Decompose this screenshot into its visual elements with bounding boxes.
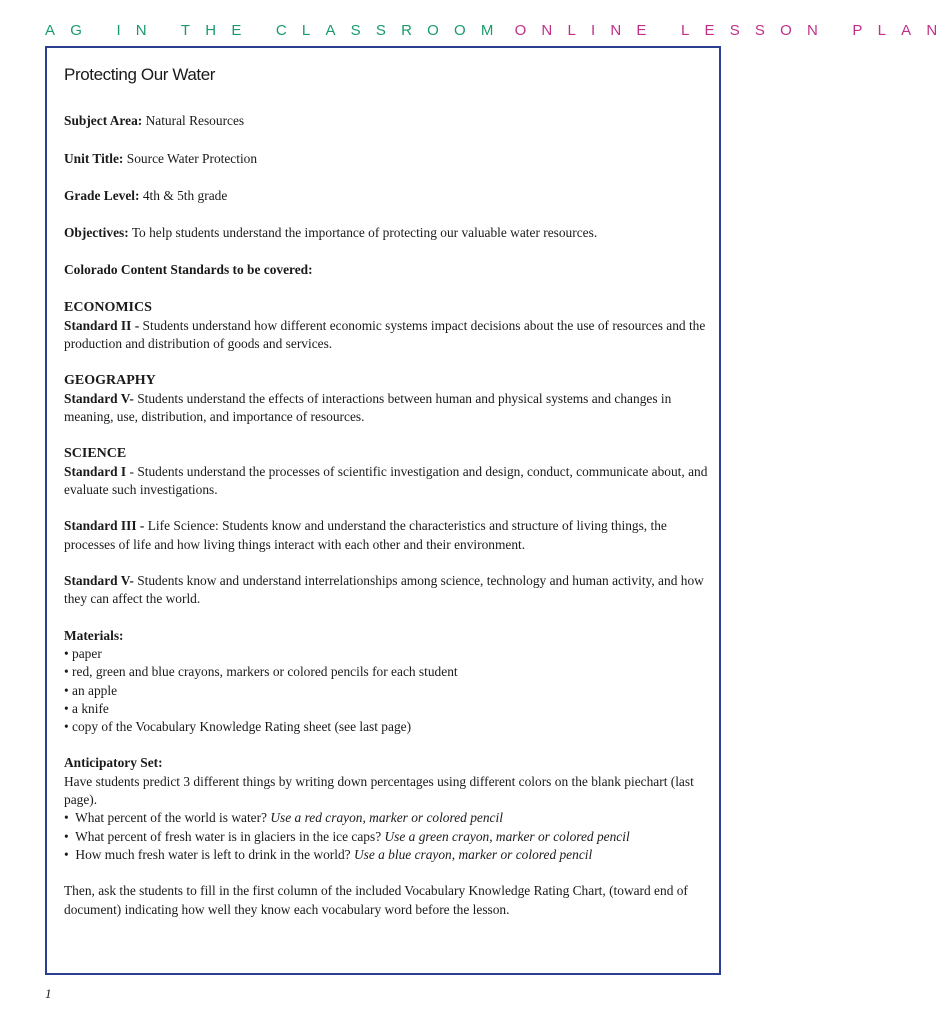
science-standard-5 (64, 572, 709, 609)
economics-section (64, 299, 709, 354)
materials-item: • paper (64, 645, 709, 663)
anticipatory-set-section (64, 754, 709, 918)
prediction-question: How much fresh water is left to drink in the world? (75, 846, 351, 862)
science-section (64, 445, 709, 500)
prediction-hint: Use a red crayon, marker or colored pencil (270, 810, 503, 826)
science-standard-1-text: - Students understand the processes of scientific investigation and design, conduct, communicate about, and evaluate such investigations. (64, 463, 708, 498)
unit-title-value: Source Water Protection (126, 150, 258, 166)
materials-section (64, 627, 709, 737)
standards-heading-text: Colorado Content Standards to be covered: (64, 262, 313, 278)
standards-heading (64, 261, 709, 279)
unit-title-field (64, 150, 709, 168)
science-standard-1-label: Standard I (64, 463, 127, 479)
page-number: 1 (45, 986, 52, 1001)
materials-item: • copy of the Vocabulary Knowledge Rating sheet (see last page) (64, 718, 709, 736)
grade-level-label: Grade Level: (64, 187, 140, 203)
lesson-title: Protecting Our Water (64, 65, 216, 84)
prediction-item (64, 828, 709, 846)
materials-item: • a knife (64, 700, 709, 718)
subject-area-field (64, 112, 709, 130)
anticipatory-closing: Then, ask the students to fill in the first column of the included Vocabulary Knowledge Rating Chart, (toward end of document) indicating how well they know each vocabulary word before the lesson. (64, 883, 688, 917)
prediction-question: What percent of fresh water is in glaciers in the ice caps? (75, 828, 382, 844)
geography-section (64, 372, 709, 427)
economics-standard-text: Students understand how different economic systems impact decisions about the use of resources and the production and distribution of goods and services. (64, 318, 706, 352)
objectives-label: Objectives: (64, 225, 129, 241)
prediction-item (64, 846, 709, 864)
unit-title-label: Unit Title: (64, 150, 124, 166)
science-standard-3 (64, 517, 709, 554)
prediction-hint: Use a green crayon, marker or colored pencil (384, 828, 630, 844)
economics-standard-label: Standard II - (64, 318, 140, 334)
prediction-question: What percent of the world is water? (75, 810, 268, 826)
materials-item: • an apple (64, 682, 709, 700)
anticipatory-heading: Anticipatory Set: (64, 755, 163, 771)
lesson-content (64, 66, 709, 919)
materials-item: • red, green and blue crayons, markers or colored pencils for each student (64, 663, 709, 681)
header-left-text: AG IN THE CLASSROOM (45, 22, 509, 39)
geography-standard-text: Students understand the effects of interactions between human and physical systems and changes in meaning, use, distribution, and importance of resources. (64, 390, 672, 425)
prediction-list (64, 809, 709, 864)
subject-area-value: Natural Resources (145, 113, 245, 129)
header-right-text: ONLINE LESSON PLAN (514, 22, 952, 39)
objectives-field (64, 224, 709, 242)
grade-level-field (64, 187, 709, 205)
objectives-value: To help students understand the importance of protecting our valuable water resources. (131, 225, 598, 241)
science-standard-3-text: Life Science: Students know and understand the characteristics and structure of living things, the processes of life and how living things interact with each other and their environment. (64, 518, 667, 552)
materials-heading: Materials: (64, 627, 124, 643)
science-standard-3-label: Standard III - (64, 518, 145, 534)
prediction-item (64, 809, 709, 827)
geography-standard-label: Standard V- (64, 390, 134, 406)
science-heading: SCIENCE (64, 445, 127, 461)
science-standard-5-label: Standard V- (64, 573, 134, 589)
page-header (45, 22, 952, 39)
subject-area-label: Subject Area: (64, 113, 143, 129)
economics-heading: ECONOMICS (64, 299, 152, 315)
materials-list (64, 645, 709, 736)
science-standard-5-text: Students know and understand interrelationships among science, technology and human activity, and how they can affect the world. (64, 573, 704, 607)
anticipatory-intro: Have students predict 3 different things by writing down percentages using different colors on the blank piechart (last page). (64, 773, 694, 808)
grade-level-value: 4th & 5th grade (142, 187, 228, 203)
prediction-hint: Use a blue crayon, marker or colored pencil (353, 846, 593, 862)
geography-heading: GEOGRAPHY (64, 372, 156, 388)
